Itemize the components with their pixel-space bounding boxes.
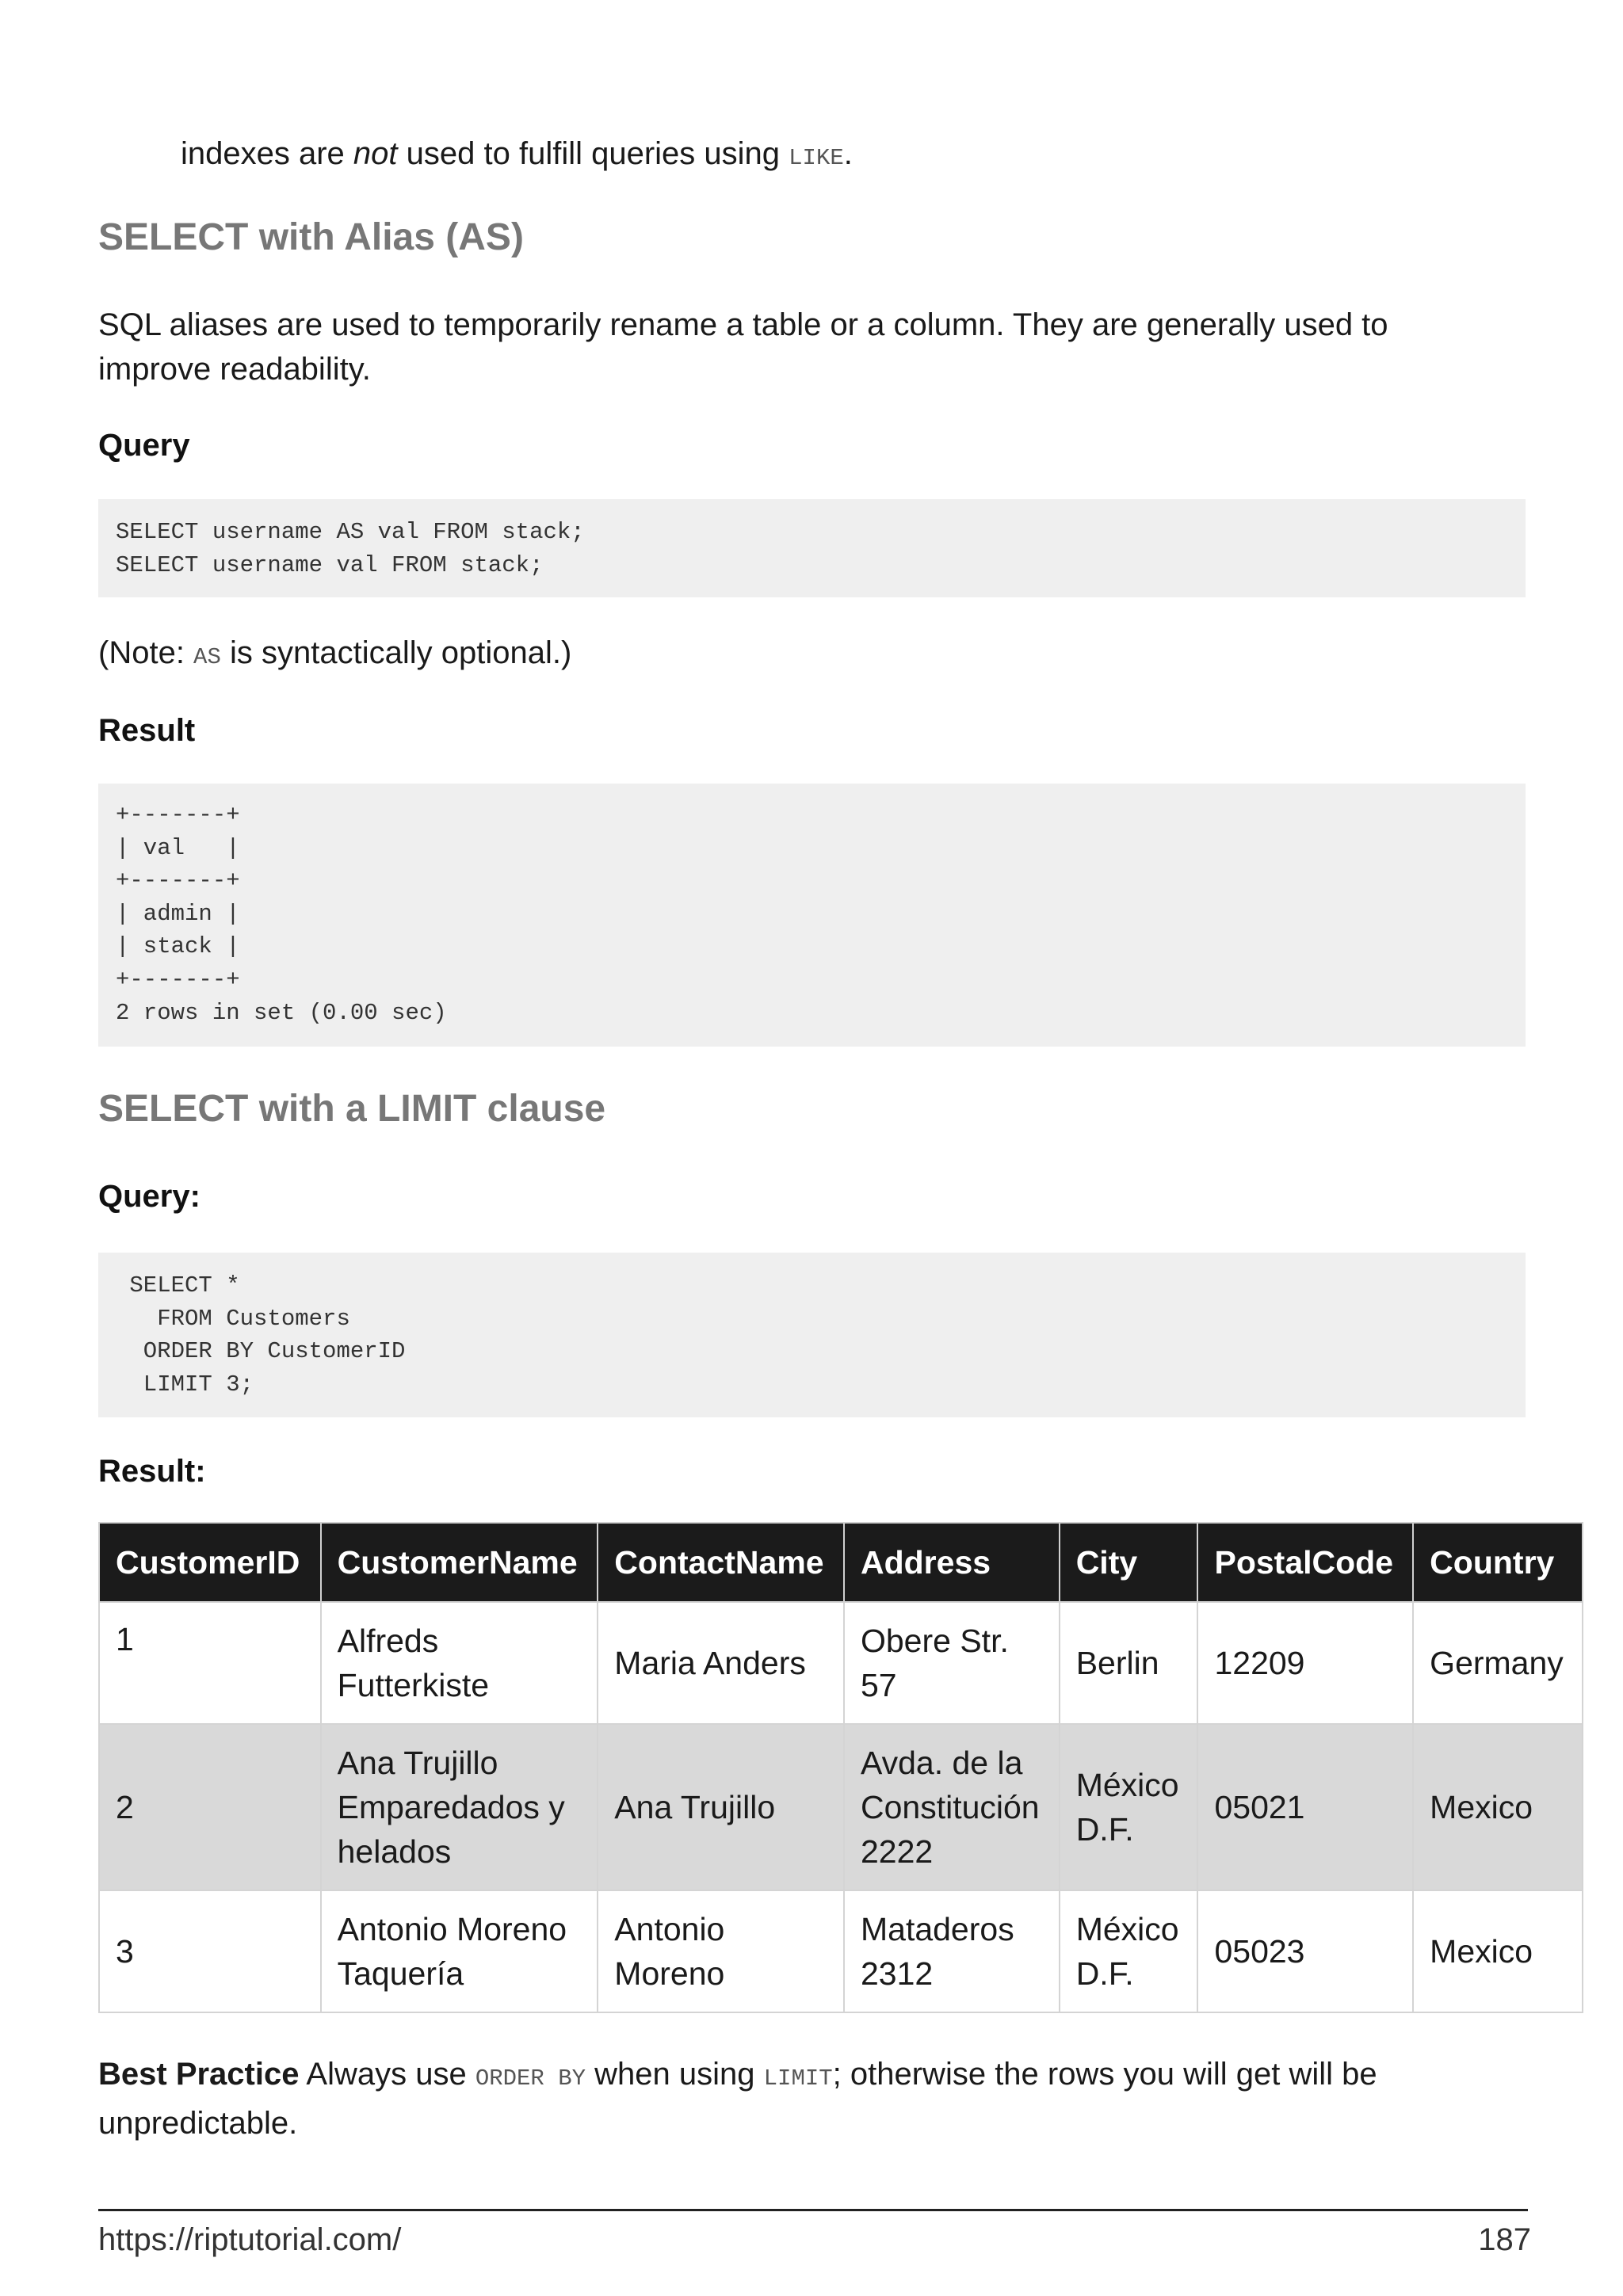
cell-line: Avda. de la (860, 1745, 1023, 1781)
column-header: Address (844, 1523, 1060, 1602)
code-line: FROM Customers (116, 1305, 350, 1332)
cell-line: México (1075, 1767, 1179, 1803)
cell-line: México (1075, 1911, 1179, 1947)
inline-code-limit: LIMIT (763, 2065, 833, 2092)
limit-query-code-block (98, 1253, 1526, 1417)
cell-address (844, 1724, 1060, 1890)
cell-city (1060, 1890, 1198, 2012)
note-post: is syntactically optional.) (220, 635, 572, 670)
note-pre: (Note: (98, 635, 194, 670)
cell-line: Berlin (1075, 1645, 1159, 1681)
column-header: PostalCode (1197, 1523, 1413, 1602)
cell-line: Alfreds (337, 1623, 439, 1659)
cell-line: 2222 (860, 1833, 934, 1870)
alias-result-label: Result (98, 713, 196, 748)
table-row (99, 1724, 1583, 1890)
footer-divider (98, 2209, 1528, 2211)
column-header: City (1060, 1523, 1198, 1602)
intro-pre: indexes are (181, 136, 353, 171)
cell-line: Obere Str. (860, 1623, 1009, 1659)
cell-country: Mexico (1413, 1890, 1583, 2012)
code-line: SELECT username val FROM stack; (116, 551, 544, 578)
cell-line: 2312 (860, 1955, 934, 1992)
code-line: | admin | (116, 900, 240, 927)
code-line: SELECT * (116, 1272, 240, 1299)
alias-result-code-block (98, 784, 1526, 1047)
cell-contact-name (598, 1890, 844, 2012)
inline-code-as: AS (193, 644, 221, 670)
cell-line: Constitución (860, 1789, 1040, 1825)
cell-line: Maria Anders (614, 1645, 806, 1681)
cell-customer-id: 3 (99, 1890, 321, 2012)
code-line: +-------+ (116, 966, 240, 993)
cell-line: Moreno (614, 1955, 725, 1992)
alias-note (98, 631, 571, 680)
code-line: ORDER BY CustomerID (116, 1338, 406, 1365)
limit-result-label: Result: (98, 1454, 206, 1489)
cell-line: Ana Trujillo (614, 1789, 776, 1825)
cell-line: Ana Trujillo (337, 1745, 498, 1781)
code-line: LIMIT 3; (116, 1371, 254, 1398)
cell-country: Mexico (1413, 1724, 1583, 1890)
cell-address (844, 1602, 1060, 1724)
intro-emphasis: not (353, 136, 398, 171)
cell-line: Antonio Moreno (337, 1911, 567, 1947)
code-line: +-------+ (116, 802, 240, 828)
limit-section-heading: SELECT with a LIMIT clause (98, 1088, 606, 1130)
inline-code-order-by: ORDER BY (475, 2065, 586, 2092)
cell-customer-id: 2 (99, 1724, 321, 1890)
cell-line: Taquería (337, 1955, 464, 1992)
cell-address (844, 1890, 1060, 2012)
customers-result-table (98, 1522, 1583, 2013)
code-line: 2 rows in set (0.00 sec) (116, 999, 447, 1026)
code-line: +-------+ (116, 868, 240, 894)
cell-customer-name (321, 1724, 598, 1890)
alias-description-line2: improve readability. (98, 352, 371, 387)
cell-city (1060, 1602, 1198, 1724)
intro-post: . (843, 136, 853, 171)
cell-line: Futterkiste (337, 1667, 490, 1703)
best-practice-label: Best Practice (98, 2057, 300, 2092)
cell-line: Mataderos (860, 1911, 1014, 1947)
best-practice-post: ; otherwise the rows you will get will be (832, 2057, 1377, 2092)
best-practice-pre: Always use (299, 2057, 475, 2092)
alias-description-line1: SQL aliases are used to temporarily rename a table or a column. They are generally used to (98, 307, 1388, 342)
cell-contact-name (598, 1602, 844, 1724)
cell-customer-id: 1 (99, 1602, 321, 1724)
intro-line (181, 132, 853, 181)
table-row (99, 1602, 1583, 1724)
column-header: CustomerName (321, 1523, 598, 1602)
cell-postal-code: 05021 (1197, 1724, 1413, 1890)
best-practice-mid: when using (586, 2057, 764, 2092)
best-practice-line2: unpredictable. (98, 2106, 298, 2141)
table-row (99, 1890, 1583, 2012)
cell-line: helados (337, 1833, 452, 1870)
cell-line: D.F. (1075, 1955, 1134, 1992)
code-line: | val | (116, 834, 240, 861)
cell-customer-name (321, 1890, 598, 2012)
cell-city (1060, 1724, 1198, 1890)
alias-section-heading: SELECT with Alias (AS) (98, 216, 524, 258)
intro-mid: used to fulfill queries using (397, 136, 789, 171)
alias-query-label: Query (98, 428, 190, 463)
cell-line: D.F. (1075, 1811, 1134, 1848)
table-header-row (99, 1523, 1583, 1602)
cell-postal-code: 05023 (1197, 1890, 1413, 2012)
cell-customer-name (321, 1602, 598, 1724)
cell-contact-name (598, 1724, 844, 1890)
alias-query-code-block (98, 499, 1526, 597)
footer-url: https://riptutorial.com/ (98, 2222, 402, 2257)
best-practice-note (98, 2052, 1541, 2145)
cell-postal-code: 12209 (1197, 1602, 1413, 1724)
cell-line: 57 (860, 1667, 897, 1703)
column-header: Country (1413, 1523, 1583, 1602)
column-header: CustomerID (99, 1523, 321, 1602)
best-practice-line1 (98, 2052, 1541, 2101)
cell-country: Germany (1413, 1602, 1583, 1724)
limit-query-label: Query: (98, 1179, 200, 1214)
cell-line: Emparedados y (337, 1789, 565, 1825)
inline-code-like: LIKE (789, 145, 844, 171)
code-line: | stack | (116, 933, 240, 960)
page-number: 187 (1478, 2222, 1531, 2257)
code-line: SELECT username AS val FROM stack; (116, 519, 585, 545)
cell-line: Antonio (614, 1911, 725, 1947)
column-header: ContactName (598, 1523, 844, 1602)
alias-description (98, 303, 1541, 391)
